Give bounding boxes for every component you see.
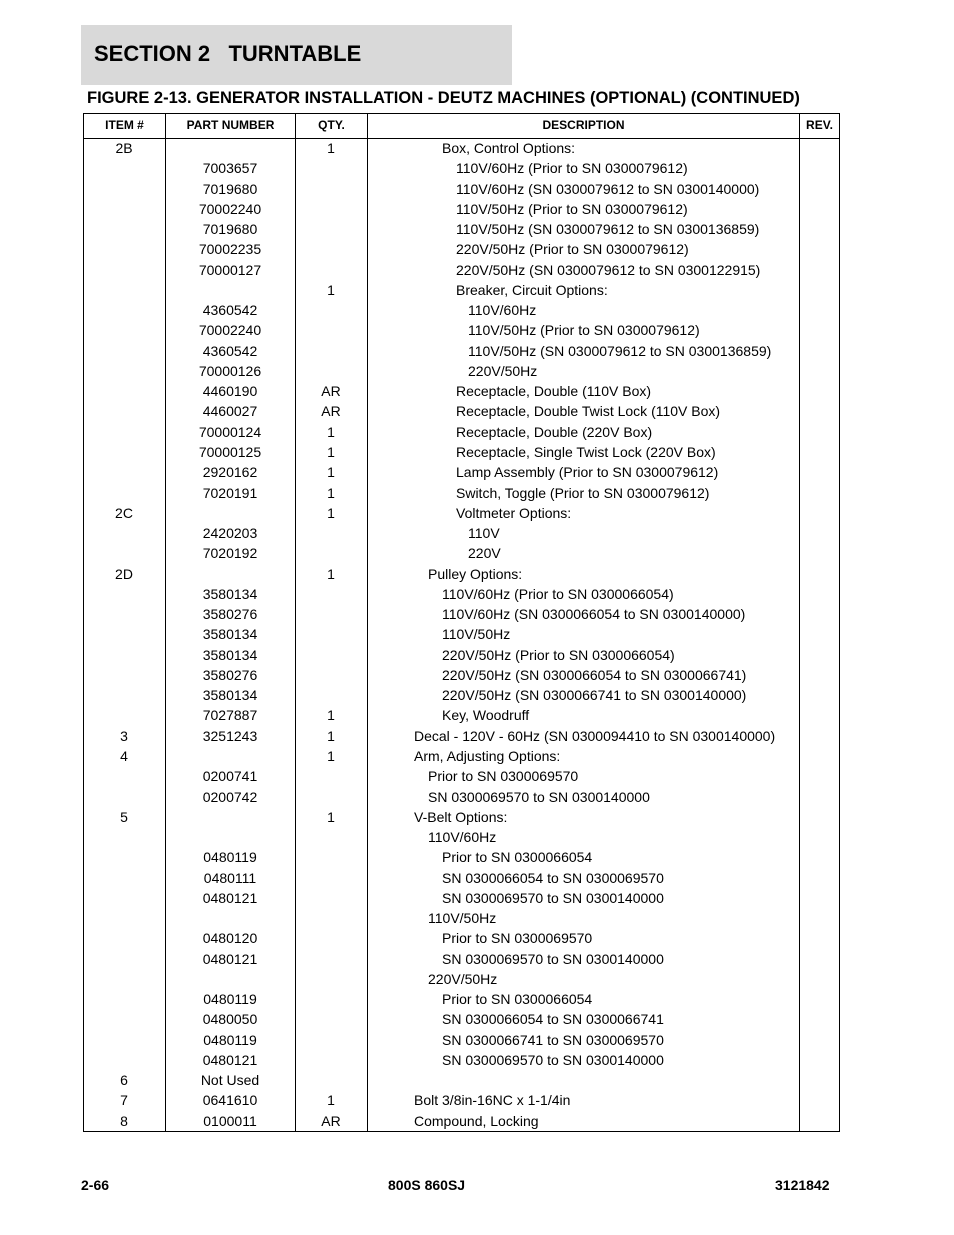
item-number: 2C [115, 504, 133, 521]
table-row [0, 685, 954, 705]
column-header-qty: QTY. [318, 118, 345, 132]
description: 110V/60Hz (Prior to SN 0300079612) [456, 160, 688, 177]
description: 110V/60Hz (SN 0300079612 to SN 0300140000) [456, 180, 760, 197]
table-row [0, 989, 954, 1009]
description: Decal - 120V - 60Hz (SN 0300094410 to SN 0300140000) [414, 727, 776, 744]
part-number: Not Used [200, 1072, 260, 1089]
item-number: 4 [120, 747, 128, 764]
part-number: 7019680 [202, 221, 258, 238]
column-header-description: DESCRIPTION [542, 118, 625, 132]
quantity: 1 [327, 727, 335, 744]
description: SN 0300069570 to SN 0300140000 [442, 889, 664, 906]
description: Prior to SN 0300069570 [442, 930, 593, 947]
description: 110V/50Hz [428, 910, 497, 927]
description: 110V/50Hz (Prior to SN 0300079612) [468, 322, 700, 339]
description: 110V/50Hz [442, 626, 511, 643]
description: Receptacle, Double (220V Box) [456, 423, 653, 440]
table-row [0, 705, 954, 725]
part-number: 0641610 [202, 1092, 258, 1109]
description: SN 0300066054 to SN 0300069570 [442, 869, 664, 886]
table-row [0, 401, 954, 421]
part-number: 0480121 [202, 1051, 258, 1068]
part-number: 7003657 [202, 160, 258, 177]
table-row [0, 543, 954, 563]
description: Compound, Locking [414, 1112, 539, 1129]
quantity: 1 [327, 1092, 335, 1109]
part-number: 0100011 [203, 1112, 257, 1129]
part-number: 0480050 [202, 1011, 258, 1028]
table-row [0, 726, 954, 746]
column-header-rev: REV. [806, 118, 833, 132]
description: V-Belt Options: [414, 808, 508, 825]
description: 110V/50Hz (SN 0300079612 to SN 0300136859) [468, 342, 772, 359]
part-number: 4460027 [202, 403, 258, 420]
description: 110V/50Hz (Prior to SN 0300079612) [456, 200, 688, 217]
quantity: AR [321, 403, 341, 420]
part-number: 7027887 [202, 707, 258, 724]
part-number: 3580134 [202, 585, 258, 602]
part-number: 0480120 [202, 930, 258, 947]
quantity: AR [321, 383, 341, 400]
description: SN 0300069570 to SN 0300140000 [442, 1051, 664, 1068]
table-row [0, 665, 954, 685]
part-number: 0200741 [202, 768, 258, 785]
item-number: 6 [120, 1072, 128, 1089]
table-row [0, 503, 954, 523]
quantity: 1 [327, 707, 335, 724]
part-number: 70002235 [198, 241, 262, 258]
document-number: 3121842 [775, 1177, 830, 1193]
item-number: 7 [120, 1092, 128, 1109]
part-number: 3580276 [202, 666, 258, 683]
part-number: 70002240 [198, 322, 262, 339]
table-row [0, 280, 954, 300]
description: Lamp Assembly (Prior to SN 0300079612) [456, 464, 719, 481]
table-row [0, 908, 954, 928]
quantity: 1 [327, 565, 335, 582]
description: SN 0300069570 to SN 0300140000 [428, 788, 650, 805]
item-number: 5 [120, 808, 128, 825]
table-row [0, 158, 954, 178]
description: 220V/50Hz [428, 970, 498, 987]
item-number: 3 [120, 727, 128, 744]
table-row [0, 1009, 954, 1029]
part-number: 7020191 [202, 484, 258, 501]
description: Receptacle, Single Twist Lock (220V Box) [456, 443, 716, 460]
table-row [0, 847, 954, 867]
table-row [0, 969, 954, 989]
table-row [0, 138, 954, 158]
item-number: 2B [115, 140, 133, 156]
description: Voltmeter Options: [456, 504, 572, 521]
table-row [0, 928, 954, 948]
description: Arm, Adjusting Options: [414, 747, 561, 764]
item-number: 8 [120, 1112, 128, 1129]
part-number: 3251243 [202, 727, 258, 744]
table-row [0, 868, 954, 888]
table-row [0, 787, 954, 807]
part-number: 70000124 [198, 423, 262, 440]
description: 110V/60Hz (Prior to SN 0300066054) [442, 585, 674, 602]
part-number: 3580134 [202, 626, 258, 643]
table-row [0, 219, 954, 239]
table-row [0, 624, 954, 644]
table-row [0, 645, 954, 665]
description: Prior to SN 0300066054 [442, 849, 593, 866]
table-row [0, 523, 954, 543]
part-number: 4460190 [202, 383, 258, 400]
part-number: 2420203 [202, 525, 258, 542]
description: Prior to SN 0300066054 [442, 991, 593, 1008]
part-number: 0480111 [203, 869, 257, 886]
part-number: 4360542 [202, 342, 258, 359]
table-body [0, 138, 954, 1131]
part-number: 0480119 [203, 1031, 257, 1048]
table-row [0, 483, 954, 503]
part-number: 4360542 [202, 302, 258, 319]
description: 110V/50Hz (SN 0300079612 to SN 0300136859) [456, 221, 760, 238]
description: Prior to SN 0300069570 [428, 768, 579, 785]
description: Key, Woodruff [442, 707, 530, 724]
description: 110V/60Hz [468, 302, 537, 319]
table-row [0, 179, 954, 199]
part-number: 3580276 [202, 606, 258, 623]
description: 110V/60Hz [428, 829, 497, 846]
table-row [0, 341, 954, 361]
quantity: AR [321, 1112, 341, 1129]
part-number: 0480121 [202, 889, 258, 906]
part-number: 2920162 [202, 464, 258, 481]
table-row [0, 381, 954, 401]
table-row [0, 361, 954, 381]
table-row [0, 584, 954, 604]
quantity: 1 [327, 281, 335, 298]
description: 220V/50Hz (SN 0300079612 to SN 0300122915) [456, 261, 761, 278]
description: 220V [468, 545, 501, 562]
table-row [0, 1111, 954, 1131]
description: SN 0300066741 to SN 0300069570 [442, 1031, 664, 1048]
part-number: 0480119 [203, 849, 257, 866]
table-row [0, 1050, 954, 1070]
description: 220V/50Hz (Prior to SN 0300066054) [442, 646, 675, 663]
description: SN 0300069570 to SN 0300140000 [442, 950, 664, 967]
table-row [0, 564, 954, 584]
table-row [0, 1090, 954, 1110]
description: Box, Control Options: [442, 140, 576, 156]
figure-title: FIGURE 2-13. GENERATOR INSTALLATION - DEUTZ MACHINES (OPTIONAL) (CONTINUED) [87, 89, 800, 107]
quantity: 1 [327, 808, 335, 825]
model-number: 800S 860SJ [388, 1177, 466, 1193]
item-number: 2D [115, 565, 133, 582]
table-row [0, 462, 954, 482]
column-header-item: ITEM # [105, 118, 144, 132]
quantity: 1 [327, 140, 335, 156]
description: Breaker, Circuit Options: [456, 281, 608, 298]
quantity: 1 [327, 504, 335, 521]
table-row [0, 422, 954, 442]
table-row [0, 604, 954, 624]
quantity: 1 [327, 484, 335, 501]
description: 110V [468, 525, 500, 542]
section-title: SECTION 2 TURNTABLE [94, 41, 362, 66]
part-number: 0200742 [202, 788, 258, 805]
description: 220V/50Hz (SN 0300066741 to SN 0300140000) [442, 687, 747, 704]
part-number: 7019680 [202, 180, 258, 197]
table-row [0, 1030, 954, 1050]
table-row [0, 807, 954, 827]
table-row [0, 300, 954, 320]
description: 220V/50Hz (Prior to SN 0300079612) [456, 241, 689, 258]
quantity: 1 [327, 423, 335, 440]
quantity: 1 [327, 747, 335, 764]
table-row [0, 888, 954, 908]
description: Receptacle, Double Twist Lock (110V Box) [456, 403, 721, 420]
table-row [0, 949, 954, 969]
column-header-part-number: PART NUMBER [186, 118, 275, 132]
part-number: 3580134 [202, 646, 258, 663]
part-number: 70000127 [198, 261, 262, 278]
table-row [0, 746, 954, 766]
part-number: 70000126 [198, 362, 262, 379]
description: SN 0300066054 to SN 0300066741 [442, 1011, 664, 1028]
description: Receptacle, Double (110V Box) [456, 383, 652, 400]
page-number: 2-66 [81, 1177, 110, 1193]
quantity: 1 [327, 443, 335, 460]
part-number: 0480119 [203, 991, 257, 1008]
part-number: 3580134 [202, 687, 258, 704]
table-row [0, 320, 954, 340]
table-row [0, 239, 954, 259]
description: Pulley Options: [428, 565, 523, 582]
description: 110V/60Hz (SN 0300066054 to SN 0300140000) [442, 606, 746, 623]
part-number: 70002240 [198, 200, 262, 217]
part-number: 0480121 [202, 950, 258, 967]
table-row [0, 199, 954, 219]
description: Switch, Toggle (Prior to SN 0300079612) [456, 484, 710, 501]
quantity: 1 [327, 464, 335, 481]
table-row [0, 442, 954, 462]
table-row [0, 766, 954, 786]
table-row [0, 1070, 954, 1090]
table-row [0, 260, 954, 280]
part-number: 7020192 [202, 545, 258, 562]
description: 220V/50Hz [468, 362, 538, 379]
part-number: 70000125 [198, 443, 262, 460]
description: Bolt 3/8in-16NC x 1-1/4in [414, 1092, 571, 1109]
description: 220V/50Hz (SN 0300066054 to SN 0300066741) [442, 666, 747, 683]
table-row [0, 827, 954, 847]
